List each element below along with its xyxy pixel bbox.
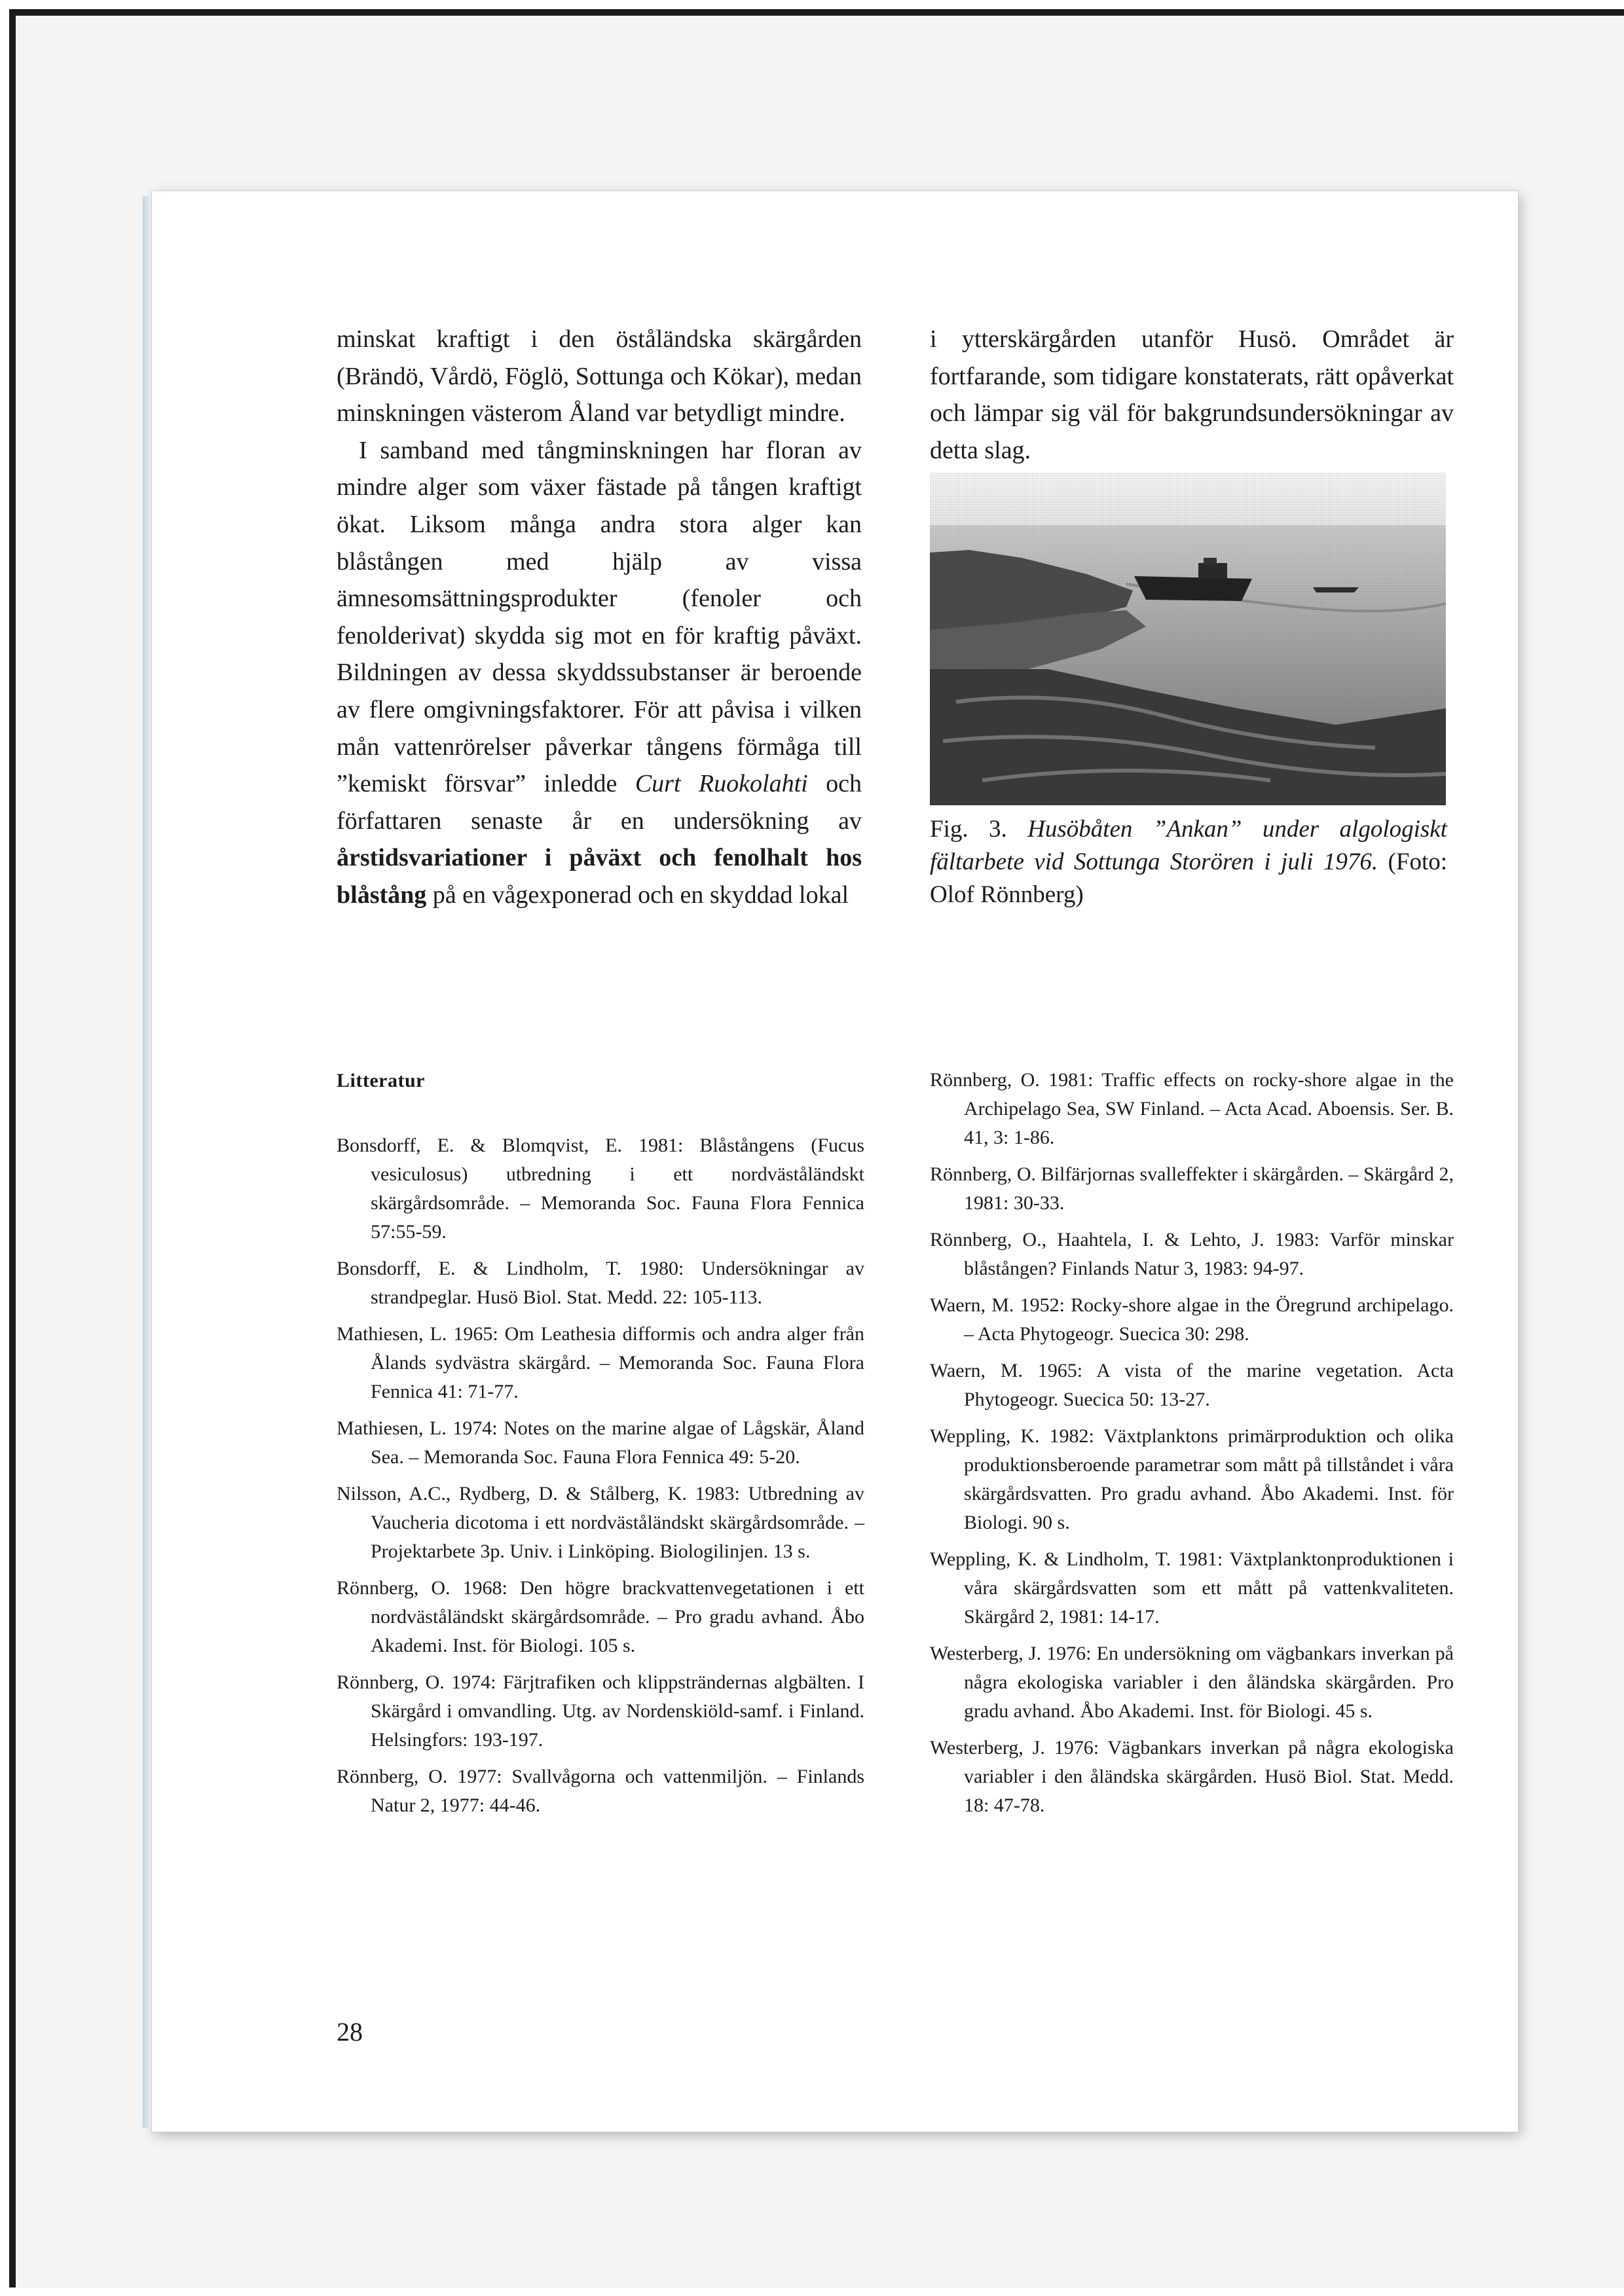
right-paragraph-1: i ytterskärgården utanför Husö. Området är fortfarande, som tidigare konstaterats, rätt opåverkat och lämpar sig väl för bakgrundsundersökningar av detta slag. — [930, 325, 1454, 464]
left-paragraph-2 — [337, 432, 862, 914]
page-number: 28 — [337, 2017, 363, 2047]
study-topic-bold: årstidsvariationer i påväxt och fenolhalt hos blåstång — [337, 844, 862, 909]
references-right-list — [930, 1066, 1454, 1828]
left-paragraph-2-text-c: på en vågexponerad och en skyddad lokal — [426, 881, 849, 909]
author-name: Curt Ruokolahti — [635, 770, 808, 798]
figure-caption — [930, 813, 1447, 911]
reference-item: Mathiesen, L. 1974: Notes on the marine algae of Lågskär, Åland Sea. – Memoranda Soc. Fauna Flora Fennica 49: 5-20. — [337, 1417, 864, 1468]
reference-item: Rönnberg, O. 1981: Traffic effects on rocky-shore algae in the Archipelago Sea, SW Finland. – Acta Acad. Aboensis. Ser. B. 41, 3: 1-86. — [930, 1069, 1454, 1148]
references-left-list — [337, 1131, 864, 1828]
reference-item: Mathiesen, L. 1965: Om Leathesia difformis och andra alger från Ålands sydvästra skärgård. – Memoranda Soc. Fauna Flora Fennica 41: 71-77. — [337, 1323, 864, 1402]
reference-item: Weppling, K. & Lindholm, T. 1981: Växtplanktonproduktionen i våra skärgårdsvatten som ett mått på vattenkvaliteten. Skärgård 2, 1981: 14-17. — [930, 1548, 1454, 1628]
caption-label: Fig. 3. — [930, 816, 1007, 843]
reference-item: Waern, M. 1965: A vista of the marine vegetation. Acta Phytogeogr. Suecica 50: 13-27. — [930, 1360, 1454, 1410]
reference-item: Waern, M. 1952: Rocky-shore algae in the Öregrund archipelago. – Acta Phytogeogr. Suecica 30: 298. — [930, 1294, 1454, 1345]
references-heading: Litteratur — [337, 1070, 425, 1091]
reference-item: Rönnberg, O. Bilfärjornas svalleffekter i skärgården. – Skärgård 2, 1981: 30-33. — [930, 1163, 1454, 1214]
left-paragraph-2-text-a: I samband med tångminskningen har floran av mindre alger som växer fästade på tången kraftigt ökat. Liksom många andra stora alger kan blåstången med hjälp av vissa ämnesomsättningsprodukter (fenoler och fenolderivat) skydda sig mot en för kraftig påväxt. Bildningen av dessa skyddssubstanser är beroende av flere omgivningsfaktorer. För att påvisa i vilken mån vattenrörelser påverkar tångens förmåga till ”kemiskt försvar” inledde — [337, 436, 862, 798]
reference-item: Rönnberg, O., Haahtela, I. & Lehto, J. 1983: Varför minskar blåstången? Finlands Natur 3, 1983: 94-97. — [930, 1229, 1454, 1279]
reference-item: Rönnberg, O. 1968: Den högre brackvattenvegetationen i ett nordväståländskt skärgårdsområde. – Pro gradu avhand. Åbo Akademi. Inst. för Biologi. 105 s. — [337, 1577, 864, 1656]
reference-item: Westerberg, J. 1976: Vägbankars inverkan på några ekologiska variabler i den åländska skärgården. Husö Biol. Stat. Medd. 18: 47-78. — [930, 1737, 1454, 1816]
left-body-column — [337, 321, 862, 914]
page-edge — [143, 196, 152, 2128]
left-paragraph-2-text-b: och författaren senaste år en undersökning av — [337, 770, 862, 835]
caption-credit: (Foto: Olof Rönnberg) — [930, 848, 1448, 908]
reference-item: Rönnberg, O. 1974: Färjtrafiken och klippsträndernas algbälten. I Skärgård i omvandling. Utg. av Nordenskiöld-samf. i Finland. Helsingfors: 193-197. — [337, 1671, 864, 1751]
caption-text: Husöbåten ”Ankan” under algologiskt fältarbete vid Sottunga Storören i juli 1976. — [930, 816, 1447, 875]
reference-item: Bonsdorff, E. & Lindholm, T. 1980: Undersökningar av strandpeglar. Husö Biol. Stat. Medd. 22: 105-113. — [337, 1258, 864, 1308]
reference-item: Bonsdorff, E. & Blomqvist, E. 1981: Blåstångens (Fucus vesiculosus) utbredning i ett nordväståländskt skärgårdsområde. – Memoranda Soc. Fauna Flora Fennica 57:55-59. — [337, 1135, 864, 1243]
reference-item: Nilsson, A.C., Rydberg, D. & Stålberg, K. 1983: Utbredning av Vaucheria dicotoma i ett nordväståländskt skärgårdsområde. – Projektarbete 3p. Univ. i Linköping. Biologilinjen. 13 s. — [337, 1483, 864, 1562]
reference-item: Westerberg, J. 1976: En undersökning om vägbankars inverkan på några ekologiska variabler i den åländska skärgården. Pro gradu avhand. Åbo Akademi. Inst. för Biologi. 45 s. — [930, 1643, 1454, 1722]
left-paragraph-1: minskat kraftigt i den öståländska skärgården (Brändö, Vårdö, Föglö, Sottunga och Kökar), medan minskningen västerom Åland var betydligt mindre. — [337, 325, 862, 428]
figure-photo — [930, 473, 1446, 805]
right-body-column — [930, 321, 1454, 469]
reference-item: Rönnberg, O. 1977: Svallvågorna och vattenmiljön. – Finlands Natur 2, 1977: 44-46. — [337, 1766, 864, 1816]
photo-boat-on-rocks — [930, 473, 1446, 805]
reference-item: Weppling, K. 1982: Växtplanktons primärproduktion och olika produktionsberoende parametrar som mått på tillståndet i våra skärgårdsvatten. Pro gradu avhand. Åbo Akademi. Inst. för Biologi. 90 s. — [930, 1425, 1454, 1533]
